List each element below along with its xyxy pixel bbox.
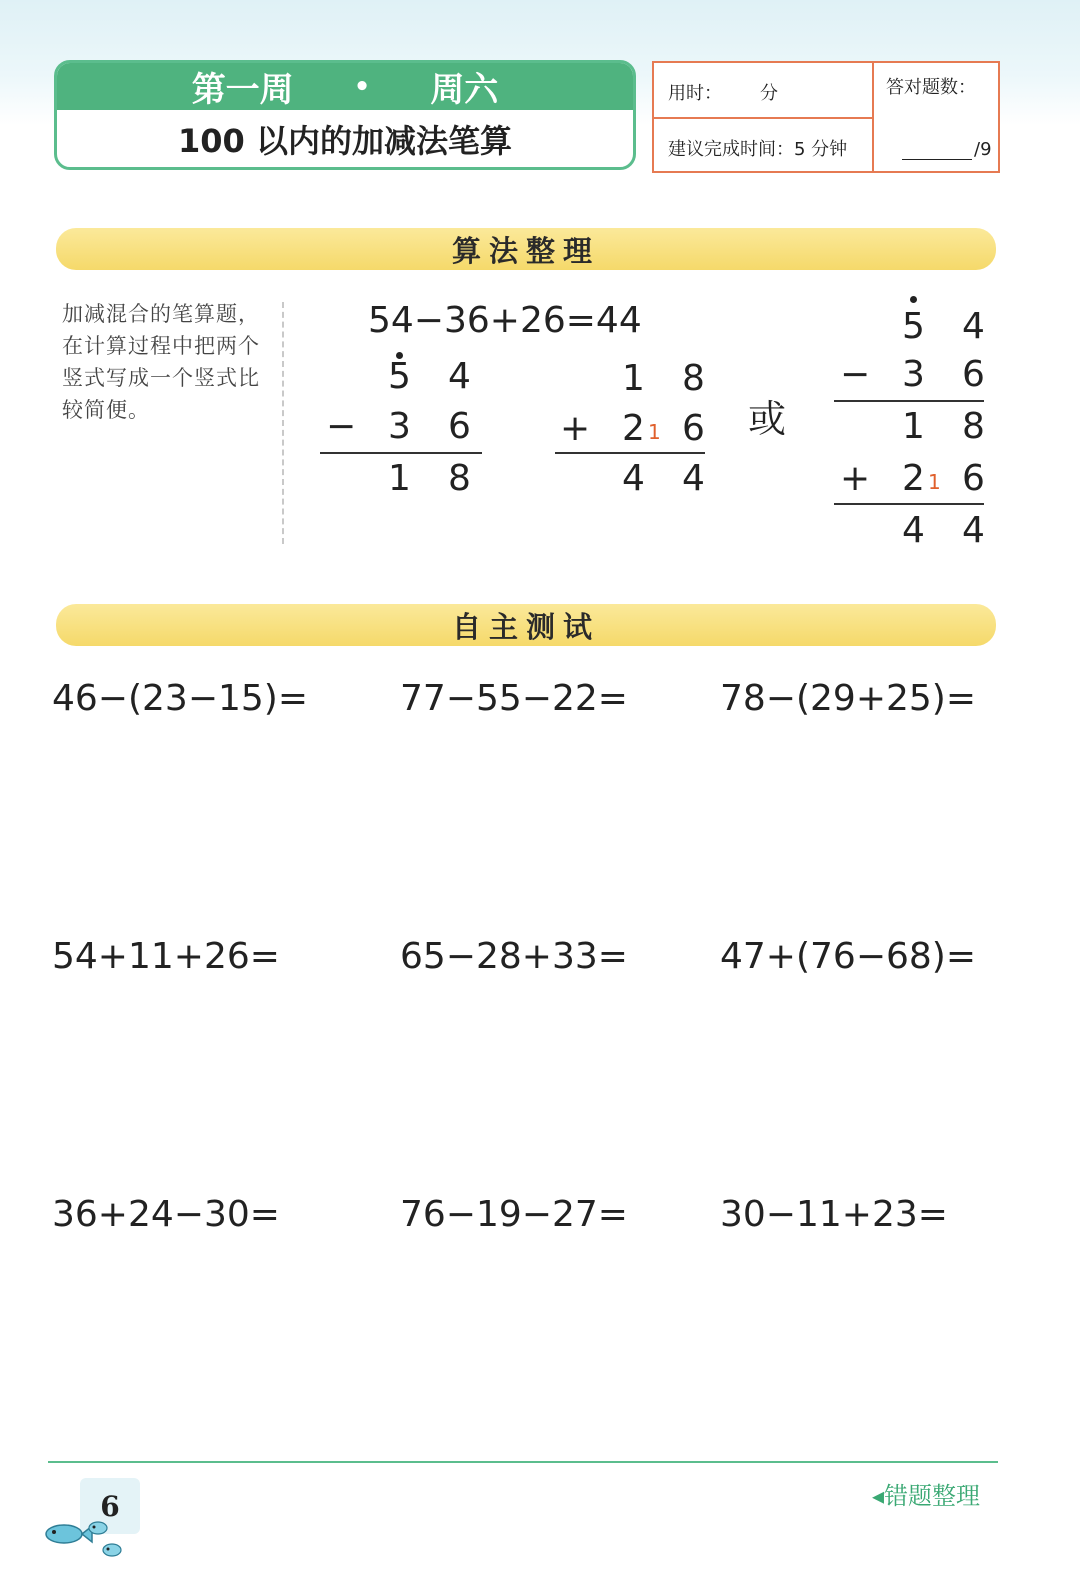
- sum-line: [834, 503, 984, 505]
- correct-total: /9: [974, 139, 992, 160]
- digit: 4: [962, 306, 985, 347]
- digit: 5: [388, 356, 411, 397]
- dashed-divider: [282, 302, 284, 544]
- digit: 1: [388, 458, 411, 499]
- method-description: 加减混合的笔算题，在计算过程中把两个竖式写成一个竖式比较简便。: [62, 302, 260, 422]
- digit: 4: [962, 510, 985, 551]
- digit: 4: [448, 356, 471, 397]
- digit: 4: [682, 458, 705, 499]
- carry-digit: 1: [648, 420, 661, 444]
- digit: 3: [902, 354, 925, 395]
- digit: 8: [962, 406, 985, 447]
- score-info-box: [652, 61, 1000, 173]
- error-review-link[interactable]: ◂错题整理: [872, 1482, 981, 1510]
- digit: 8: [682, 358, 705, 399]
- problem-6: 47+(76−68)=: [720, 936, 977, 977]
- page-number: 6: [80, 1478, 140, 1534]
- self-test-banner: 自主测试: [56, 604, 996, 646]
- fish-icon: [42, 1516, 132, 1566]
- time-unit: 分: [760, 83, 778, 104]
- sum-line: [555, 452, 705, 454]
- day-label: 周六: [430, 70, 499, 110]
- week-day-bar: [57, 63, 633, 110]
- carry-digit: 1: [928, 470, 941, 494]
- digit: 3: [388, 406, 411, 447]
- info-divider-vertical: [872, 63, 874, 171]
- minus-sign: −: [326, 406, 357, 447]
- digit: 2: [902, 458, 925, 499]
- digit: 6: [448, 406, 471, 447]
- lesson-topic: 100 以内的加减法笔算: [178, 121, 512, 160]
- minus-sign: −: [840, 354, 871, 395]
- info-divider-horizontal: [654, 117, 872, 119]
- digit: 6: [962, 354, 985, 395]
- problem-1: 46−(23−15)=: [52, 678, 309, 719]
- digit: 2: [622, 408, 645, 449]
- problem-9: 30−11+23=: [720, 1194, 948, 1235]
- example-equation: 54−36+26=44: [368, 300, 642, 341]
- footer-line: [48, 1461, 998, 1463]
- lesson-title-card: [54, 60, 636, 170]
- plus-sign: +: [560, 408, 591, 449]
- digit: 4: [902, 510, 925, 551]
- digit: 8: [448, 458, 471, 499]
- digit: 6: [962, 458, 985, 499]
- problem-7: 36+24−30=: [52, 1194, 280, 1235]
- problem-5: 65−28+33=: [400, 936, 628, 977]
- time-used-label: 用时：: [668, 83, 722, 104]
- borrow-dot: [910, 296, 917, 303]
- digit: 1: [902, 406, 925, 447]
- digit: 5: [902, 306, 925, 347]
- method-banner: 算法整理: [56, 228, 996, 270]
- digit: 4: [622, 458, 645, 499]
- problem-8: 76−19−27=: [400, 1194, 628, 1235]
- digit: 6: [682, 408, 705, 449]
- correct-count-field[interactable]: [902, 139, 992, 160]
- or-label: 或: [748, 397, 787, 441]
- week-label: 第一周: [191, 70, 294, 110]
- suggested-time: 建议完成时间：5 分钟: [668, 139, 848, 160]
- plus-sign: +: [840, 458, 871, 499]
- correct-count-blank[interactable]: [902, 143, 972, 160]
- sum-line: [320, 452, 482, 454]
- separator-dot: •: [353, 71, 371, 102]
- problem-4: 54+11+26=: [52, 936, 280, 977]
- digit: 1: [622, 358, 645, 399]
- sum-line: [834, 400, 984, 402]
- problem-3: 78−(29+25)=: [720, 678, 977, 719]
- problem-2: 77−55−22=: [400, 678, 628, 719]
- correct-count-label: 答对题数：: [886, 77, 976, 98]
